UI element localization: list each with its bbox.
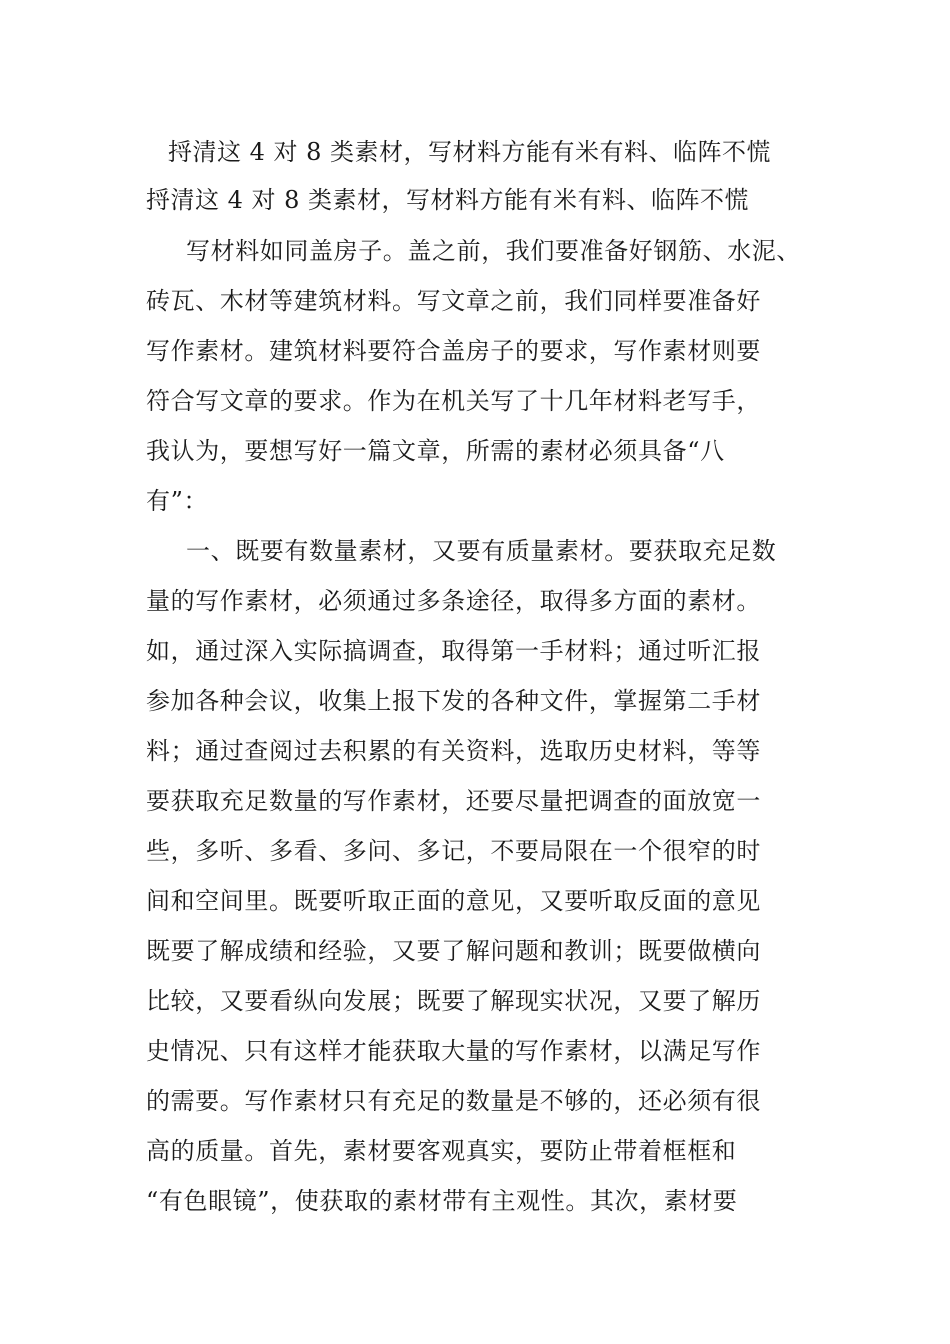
paragraph-line: 写作素材。建筑材料要符合盖房子的要求，写作素材则要: [146, 337, 761, 365]
paragraph-line: 些，多听、多看、多问、多记，不要局限在一个很窄的时: [146, 837, 761, 865]
paragraph-line: 如，通过深入实际搞调查，取得第一手材料；通过听汇报: [146, 637, 761, 665]
paragraph-line: 写材料如同盖房子。盖之前，我们要准备好钢筋、水泥、: [186, 237, 801, 265]
paragraph-line: 符合写文章的要求。作为在机关写了十几年材料老写手，: [146, 387, 761, 415]
document-title: 捋清这 4 对 8 类素材，写材料方能有米有料、临阵不慌: [168, 138, 772, 166]
paragraph-line: 一、既要有数量素材，又要有质量素材。要获取充足数: [186, 537, 777, 565]
paragraph-line: 间和空间里。既要听取正面的意见，又要听取反面的意见: [146, 887, 761, 915]
paragraph-line: “有色眼镜”，使获取的素材带有主观性。其次，素材要: [146, 1187, 738, 1215]
paragraph-line: 高的质量。首先，素材要客观真实，要防止带着框框和: [146, 1137, 737, 1165]
paragraph-line: 有”：: [146, 487, 209, 515]
paragraph-line: 的需要。写作素材只有充足的数量是不够的，还必须有很: [146, 1087, 761, 1115]
paragraph-line: 量的写作素材，必须通过多条途径，取得多方面的素材。: [146, 587, 761, 615]
paragraph-line: 我认为，要想写好一篇文章，所需的素材必须具备“八: [146, 437, 725, 465]
paragraph-line: 要获取充足数量的写作素材，还要尽量把调查的面放宽一: [146, 787, 761, 815]
paragraph-line: 比较，又要看纵向发展；既要了解现实状况，又要了解历: [146, 987, 761, 1015]
paragraph-line: 参加各种会议，收集上报下发的各种文件，掌握第二手材: [146, 687, 761, 715]
paragraph-line: 史情况、只有这样才能获取大量的写作素材，以满足写作: [146, 1037, 761, 1065]
document-title-repeat: 捋清这 4 对 8 类素材，写材料方能有米有料、临阵不慌: [146, 186, 750, 214]
document-body: [146, 233, 826, 1233]
paragraph-line: 料；通过查阅过去积累的有关资料，选取历史材料，等等: [146, 737, 761, 765]
paragraph-line: 砖瓦、木材等建筑材料。写文章之前，我们同样要准备好: [146, 287, 761, 315]
paragraph-line: 既要了解成绩和经验，又要了解问题和教训；既要做横向: [146, 937, 761, 965]
